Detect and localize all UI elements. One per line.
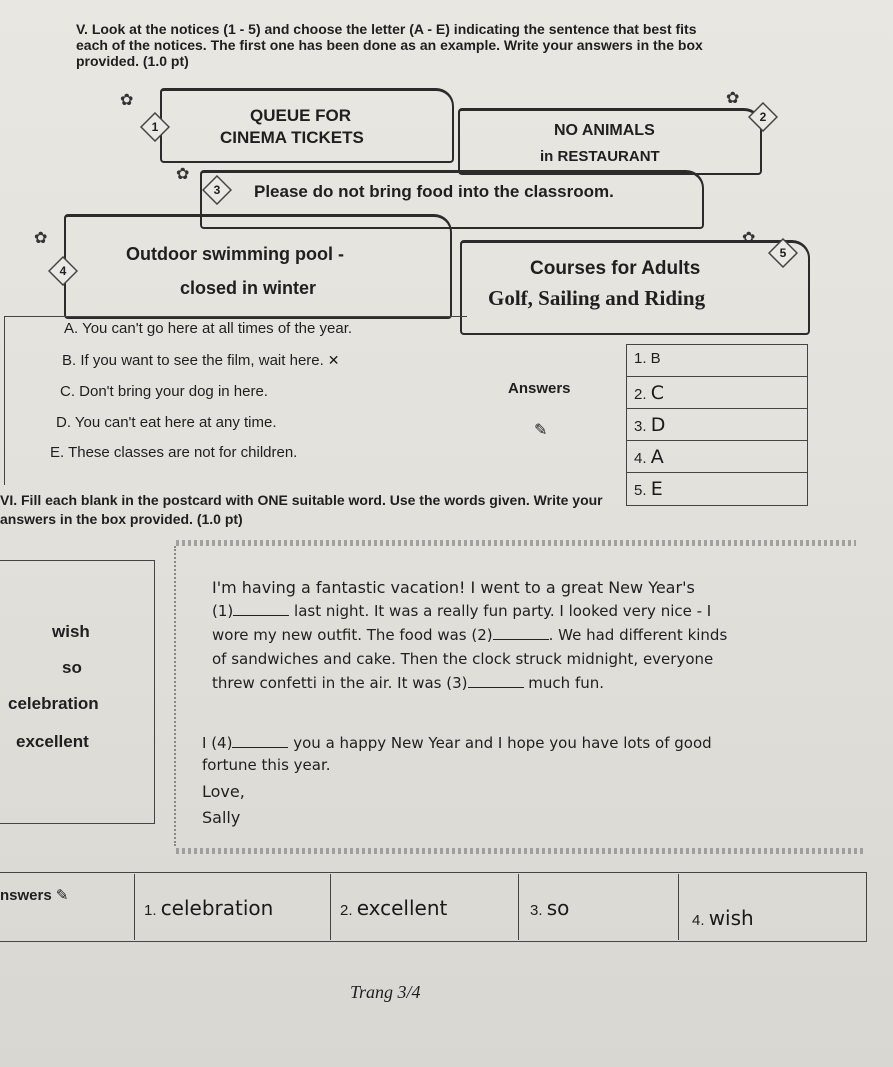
option-a: A. You can't go here at all times of the year. <box>64 320 353 337</box>
postcard-line-2: (1) last night. It was a really fun party. I looked very nice - I <box>212 602 712 620</box>
ribbon-icon: ✿ <box>120 92 134 109</box>
pencil-icon: ✎ <box>55 886 69 904</box>
ribbon-icon: ✿ <box>726 90 740 107</box>
notice-1-line-2: CINEMA TICKETS <box>220 128 364 147</box>
table-divider <box>626 408 808 409</box>
notice-2-line-1: NO ANIMALS <box>554 122 655 139</box>
section-5-line-2: each of the notices. The first one has been done as an example. Write your answers in the box <box>76 37 703 53</box>
answer-divider <box>518 874 519 940</box>
notice-3-badge: 3 <box>202 175 232 205</box>
ribbon-icon: ✿ <box>176 166 190 183</box>
notice-2-line-2: in RESTAURANT <box>540 148 660 165</box>
postcard-line-5: threw confetti in the air. It was (3) much fun. <box>212 674 604 692</box>
notice-4-line-2: closed in winter <box>180 278 317 298</box>
table-divider <box>626 376 808 377</box>
word-so: so <box>62 658 82 677</box>
ribbon-icon: ✿ <box>34 230 48 247</box>
notice-4-line-1: Outdoor swimming pool - <box>126 244 344 264</box>
section-5-line-3: provided. (1.0 pt) <box>76 53 189 69</box>
notice-1-line-1: QUEUE FOR <box>250 106 352 125</box>
postcard-line-1: I'm having a fantastic vacation! I went to a great New Year's <box>212 578 695 597</box>
blank-2[interactable] <box>493 627 549 640</box>
notice-5-line-2: Golf, Sailing and Riding <box>488 286 706 310</box>
postcard-line-3: wore my new outfit. The food was (2) . We had different kinds <box>212 626 728 644</box>
notice-3-text: Please do not bring food into the classroom. <box>254 182 614 201</box>
postcard-signature: Sally <box>202 808 241 827</box>
notice-2-badge: 2 <box>748 102 778 132</box>
answers-label-vi: nswers ✎ <box>0 886 69 904</box>
page-number: Trang 3/4 <box>350 982 421 1002</box>
postcard-top-border <box>176 540 856 546</box>
answer-divider <box>678 874 679 940</box>
pencil-icon: ✎ <box>534 420 548 439</box>
answers-label: Answers <box>508 380 571 397</box>
blank-1[interactable] <box>233 603 289 616</box>
answer-vi-3: 3. so <box>530 896 570 920</box>
word-wish: wish <box>52 622 90 641</box>
word-box <box>0 560 155 824</box>
word-celebration: celebration <box>8 694 99 713</box>
option-b: B. If you want to see the film, wait here. ✕ <box>62 352 340 369</box>
postcard-line-4: of sandwiches and cake. Then the clock struck midnight, everyone <box>212 650 714 668</box>
answer-4: 4. A <box>634 446 664 468</box>
answer-vi-4: 4. wish <box>692 906 754 930</box>
option-e: E. These classes are not for children. <box>50 444 298 461</box>
answer-vi-2: 2. excellent <box>340 896 448 920</box>
answer-5: 5. E <box>634 478 663 500</box>
notice-5-line-1: Courses for Adults <box>530 258 701 279</box>
answer-3: 3. D <box>634 414 666 436</box>
answer-1: 1. B <box>634 350 661 367</box>
postcard-bottom-border <box>176 848 866 854</box>
answer-divider <box>330 874 331 940</box>
option-c: C. Don't bring your dog in here. <box>60 383 268 400</box>
notice-4-badge: 4 <box>48 256 78 286</box>
section-5-line-1: V. Look at the notices (1 - 5) and choose the letter (A - E) indicating the sentence that best fits <box>76 21 697 37</box>
option-d: D. You can't eat here at any time. <box>56 414 277 431</box>
answer-divider <box>134 874 135 940</box>
table-divider <box>626 440 808 441</box>
answer-vi-1: 1. celebration <box>144 896 274 920</box>
blank-4[interactable] <box>232 735 288 748</box>
section-6-line-2: answers in the box provided. (1.0 pt) <box>0 511 243 527</box>
postcard-line-7: fortune this year. <box>202 756 331 774</box>
blank-3[interactable] <box>468 675 524 688</box>
postcard-closing: Love, <box>202 782 245 801</box>
notice-4 <box>64 214 452 319</box>
notice-5-badge: 5 <box>768 238 798 268</box>
table-divider <box>626 472 808 473</box>
postcard-line-6: I (4) you a happy New Year and I hope you have lots of good <box>202 734 712 752</box>
word-excellent: excellent <box>16 732 89 751</box>
answer-2: 2. C <box>634 382 664 404</box>
postcard-left-border <box>174 546 176 846</box>
section-6-line-1: VI. Fill each blank in the postcard with ONE suitable word. Use the words given. Write your <box>0 492 603 508</box>
notice-1-badge: 1 <box>140 112 170 142</box>
ribbon-icon: ✿ <box>742 230 756 247</box>
